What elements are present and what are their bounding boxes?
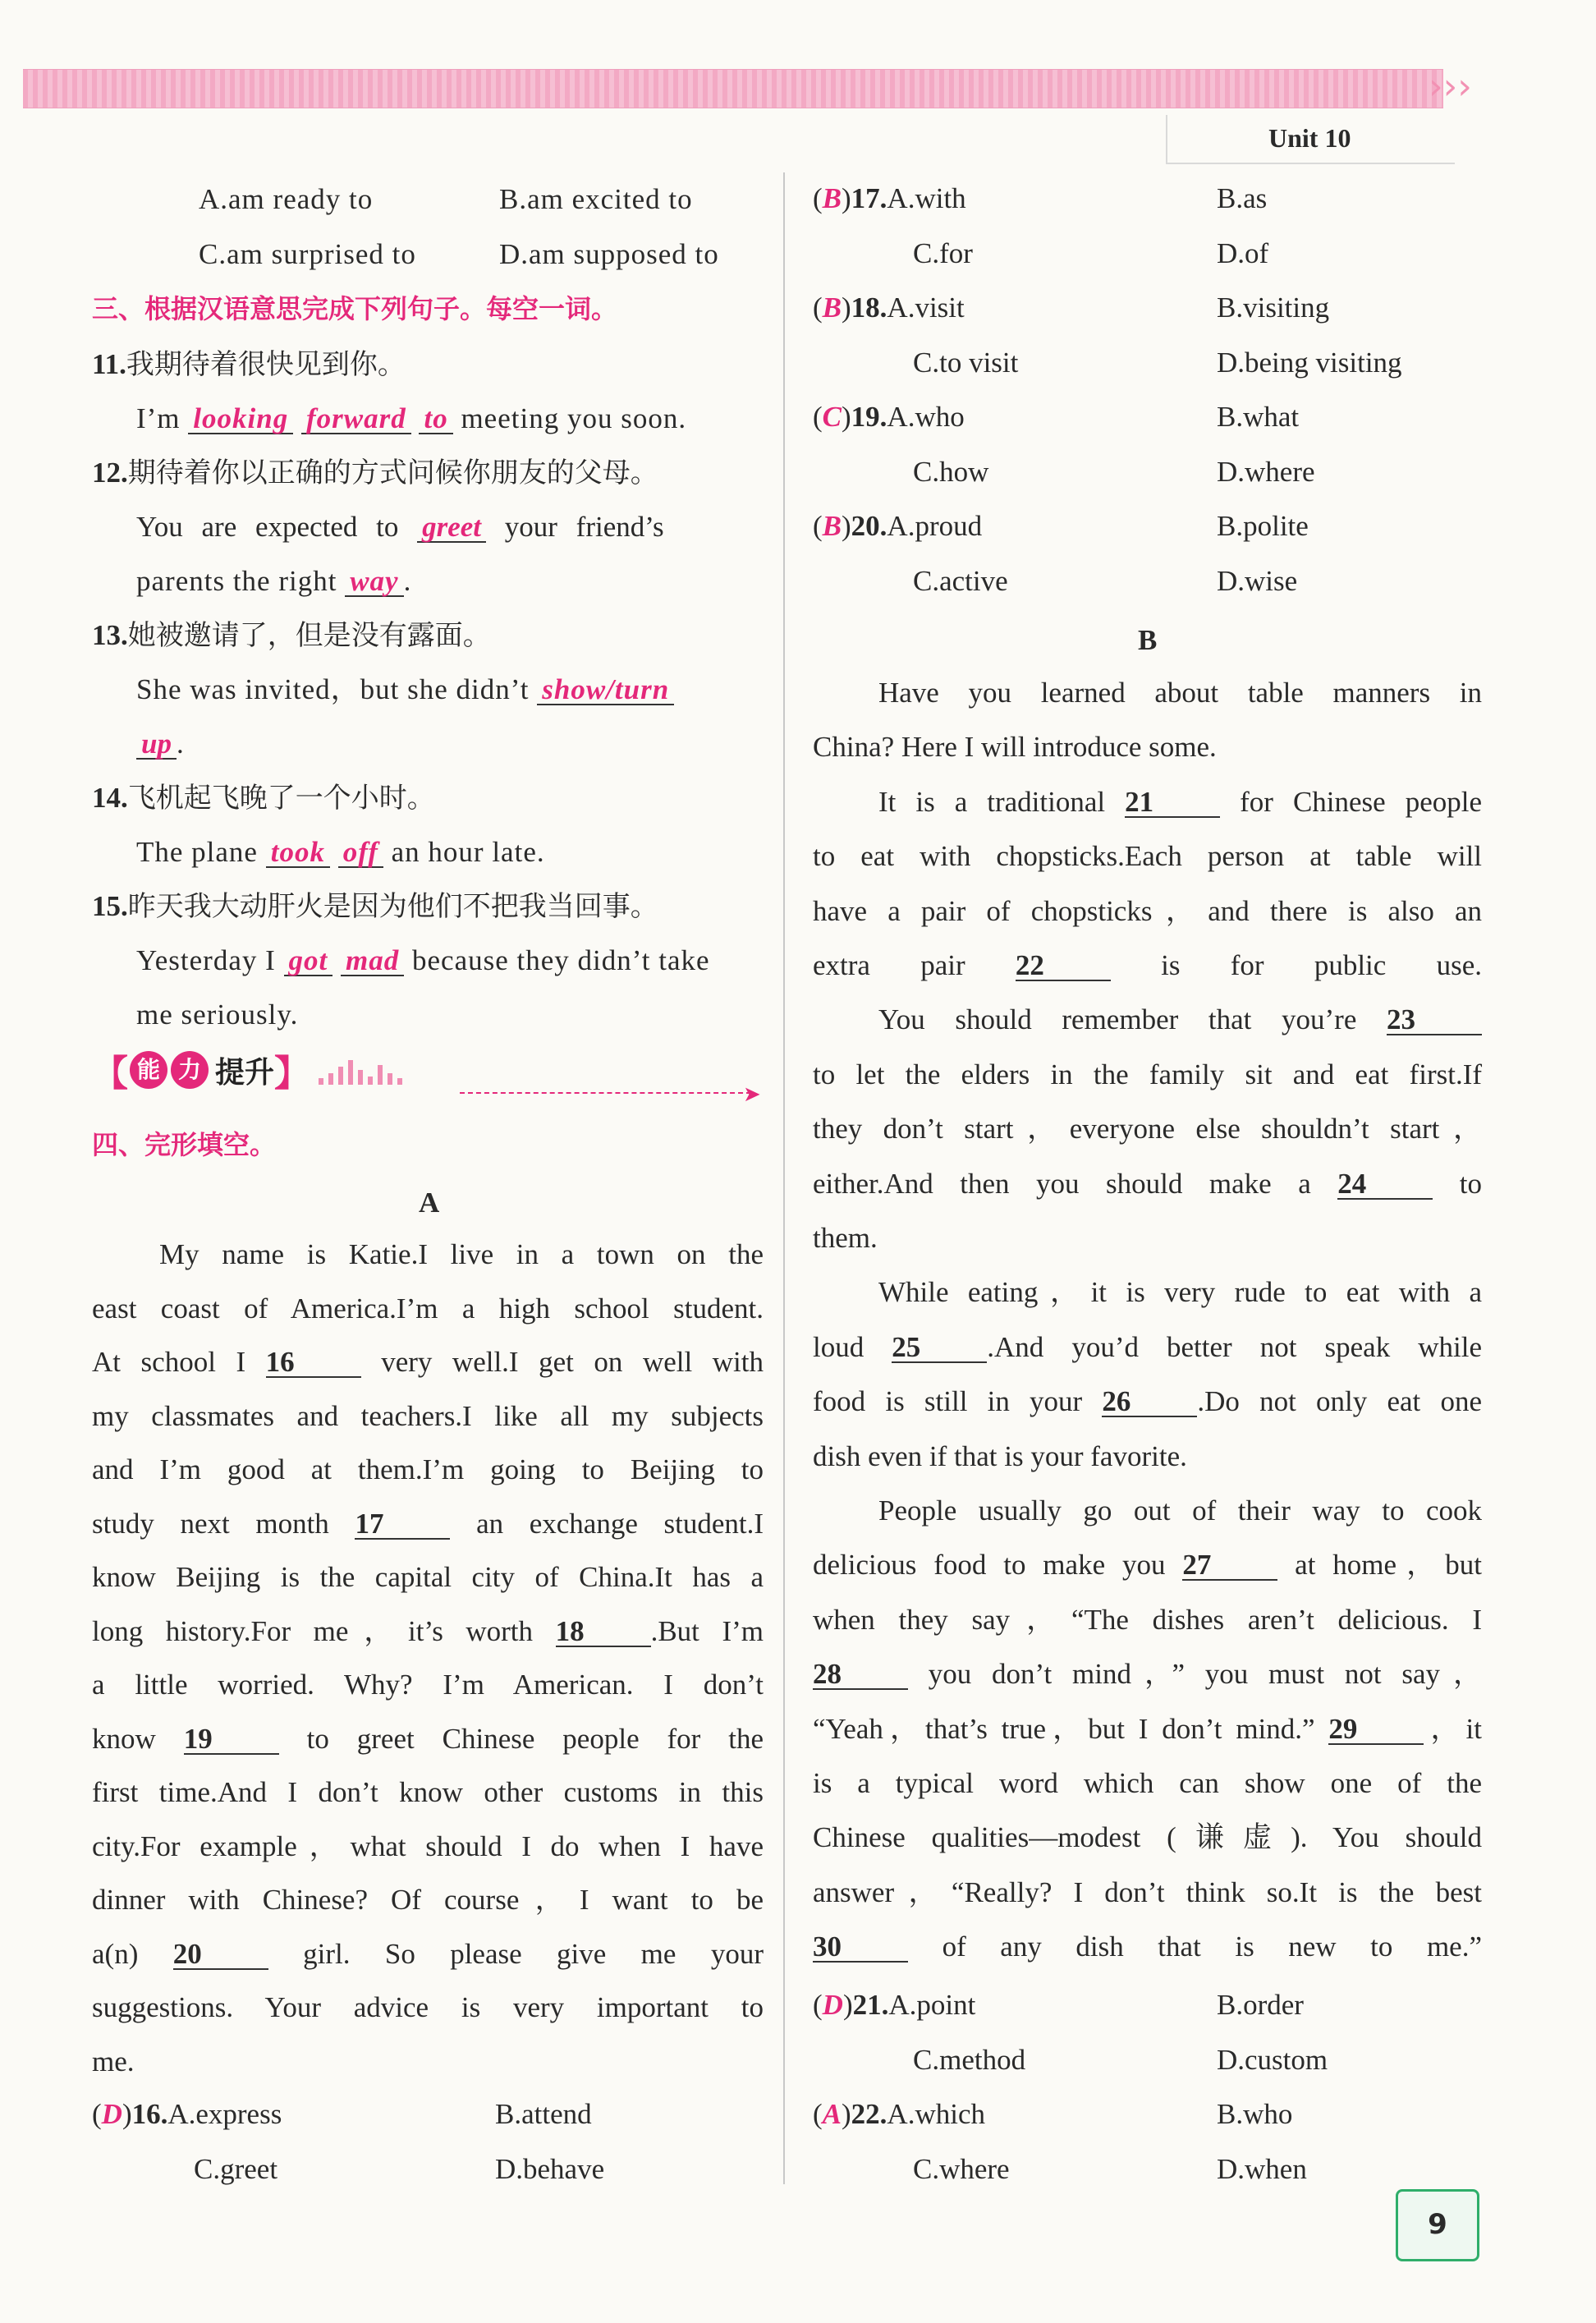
passage-line: People usually go out of their way to cook	[878, 1494, 1482, 1526]
option-a: A.visit	[887, 292, 965, 324]
option-b: B.as	[1217, 182, 1268, 214]
question-b-row: (A)22.A.which	[813, 2098, 985, 2130]
passage-line: my classmates and teachers.I like all my subjects	[92, 1399, 764, 1432]
q11-english: I’m looking forward to meeting you soon.	[136, 402, 687, 434]
q10-option-d: D.am supposed to	[499, 238, 719, 270]
q10-option-b: B.am excited to	[499, 183, 693, 215]
question-number: 19.	[851, 401, 887, 433]
blank-number: 22	[1016, 951, 1111, 981]
passage-line: is a typical word which can show one of the	[813, 1767, 1482, 1799]
passage-line: delicious food to make you 27 at home，but	[813, 1549, 1482, 1582]
q13-answer-1: show/turn	[537, 675, 674, 705]
passage-line: know Beijing is the capital city of China.It has a	[92, 1561, 764, 1593]
q11-answer-2: forward	[301, 404, 411, 434]
banner-char-2: 力	[171, 1051, 209, 1089]
blank-number: 28	[813, 1660, 908, 1690]
passage-line: Chinese qualities—modest (谦虚). You should	[813, 1821, 1482, 1854]
option-d: D.where	[1217, 455, 1315, 488]
option-b: B.what	[1217, 401, 1300, 433]
option-c: C.where	[913, 2152, 1010, 2185]
unit-label: Unit 10	[1268, 123, 1351, 153]
q13-zh: 她被邀请了，但是没有露面。	[127, 619, 491, 652]
q12-english-line2: parents the right way .	[136, 565, 412, 597]
section4-title: 四、完形填空。	[92, 1129, 277, 1160]
q16-option-c: C.greet	[194, 2153, 278, 2185]
passage-line: they don’t start，everyone else shouldn’t start，	[813, 1113, 1482, 1145]
passage-line: 30 of any dish that is new to me.”	[813, 1930, 1482, 1963]
passage-line: While eating，it is very rude to eat with a	[878, 1276, 1482, 1309]
page-number: 9	[1428, 2208, 1447, 2241]
q15-english: Yesterday I got mad because they didn’t take	[136, 944, 710, 976]
q14-english: The plane took off an hour late.	[136, 836, 545, 868]
passage-a-title: A	[419, 1187, 440, 1219]
passage-line: My name is Katie.I live in a town on the	[159, 1238, 764, 1270]
q11-chinese	[92, 350, 406, 379]
answer-letter: C	[822, 401, 842, 433]
passage-line: food is still in your 26 .Do not only eat one	[813, 1385, 1482, 1418]
passage-line: study next month 17 an exchange student.I	[92, 1507, 764, 1540]
answer-letter: D	[822, 1989, 843, 2021]
page-number-box	[1396, 2189, 1479, 2261]
answer-letter: A	[822, 2098, 842, 2130]
question-number: 18.	[851, 292, 887, 324]
q11-zh: 我期待着很快见到你。	[126, 348, 406, 381]
header-decor-bar	[23, 69, 1443, 108]
bars-icon	[319, 1055, 407, 1085]
q15-chinese	[92, 890, 658, 923]
q16-row: (D)16.A.express	[92, 2098, 282, 2130]
q15-answer-1: got	[284, 946, 333, 976]
q15-english-line2: me seriously.	[136, 999, 299, 1031]
question-row: (B)20.A.proud	[813, 510, 983, 542]
q10-option-c: C.am surprised to	[199, 238, 416, 270]
blank-number: 16	[266, 1347, 361, 1378]
passage-b-title: B	[1138, 624, 1158, 656]
question-number: 20.	[851, 510, 887, 542]
q14-chinese	[92, 782, 435, 815]
blank-number: 27	[1182, 1550, 1277, 1581]
blank-number: 17	[355, 1509, 450, 1540]
q12-english: You are expected to greet your friend’s	[136, 511, 664, 543]
q14-answer-2: off	[338, 838, 383, 868]
q11-answer-1: looking	[188, 404, 293, 434]
blank-number: 30	[813, 1932, 908, 1963]
passage-line: a little worried. Why? I’m American. I don’t	[92, 1669, 764, 1701]
answer-letter: B	[822, 292, 842, 324]
option-b: B.visiting	[1217, 292, 1330, 324]
option-c: C.for	[913, 236, 973, 269]
q12-zh: 期待着你以正确的方式问候你朋友的父母。	[127, 457, 658, 489]
passage-line: answer，“Really? I don’t think so.It is the best	[813, 1875, 1482, 1908]
q16-option-d: D.behave	[495, 2153, 605, 2185]
q15-number: 15.	[92, 890, 128, 922]
passage-line: know 19 to greet Chinese people for the	[92, 1722, 764, 1755]
passage-line: It is a traditional 21 for Chinese people	[878, 785, 1482, 818]
blank-number: 25	[892, 1333, 987, 1363]
q12-chinese	[92, 458, 658, 487]
bracket-right-icon: 】	[274, 1053, 311, 1095]
q10-option-a: A.am ready to	[199, 183, 374, 215]
blank-number: 18	[556, 1617, 651, 1647]
passage-line: suggestions. Your advice is very important to	[92, 1991, 764, 2023]
q14-zh: 飞机起飞晚了一个小时。	[127, 782, 435, 815]
blank-number: 29	[1328, 1715, 1424, 1745]
option-c: C.method	[913, 2043, 1026, 2076]
q13-chinese	[92, 621, 491, 650]
blank-number: 23	[1387, 1005, 1482, 1035]
passage-line: city.For example，what should I do when I have	[92, 1829, 764, 1862]
option-a: A.point	[888, 1989, 976, 2021]
column-divider	[783, 172, 785, 2184]
option-a: A.who	[887, 401, 965, 433]
arrow-right-icon: ➤	[743, 1082, 761, 1107]
q16-answer: D	[101, 2098, 122, 2130]
passage-line: first time.And I don’t know other customs in this	[92, 1776, 764, 1808]
passage-line: 28 you don’t mind，” you must not say，	[813, 1658, 1482, 1691]
option-b: B.who	[1217, 2098, 1293, 2130]
q12-answer-2: way	[345, 567, 403, 597]
q16-option-b: B.attend	[495, 2098, 592, 2130]
option-b: B.order	[1217, 1989, 1304, 2021]
passage-line: to let the elders in the family sit and eat first.If	[813, 1058, 1482, 1090]
q11-number: 11.	[92, 348, 126, 380]
chevron-right-icon: ›››	[1429, 66, 1472, 108]
option-a: A.which	[887, 2098, 985, 2130]
q14-number: 14.	[92, 782, 128, 814]
q15-answer-2: mad	[341, 946, 404, 976]
question-number: 21.	[852, 1989, 889, 2021]
q15-zh: 昨天我大动肝火是因为他们不把我当回事。	[127, 890, 658, 923]
bracket-left-icon: 【	[92, 1053, 128, 1095]
passage-line: loud 25 .And you’d better not speak while	[813, 1330, 1482, 1363]
answer-letter: B	[822, 510, 842, 542]
question-row: (C)19.A.who	[813, 401, 965, 433]
option-c: C.how	[913, 455, 989, 488]
passage-line: Have you learned about table manners in	[878, 677, 1482, 709]
question-b-row: (D)21.A.point	[813, 1989, 976, 2021]
passage-line: China? Here I will introduce some.	[813, 731, 1217, 764]
q14-answer-1: took	[266, 838, 330, 868]
q13-english: She was invited，but she didn’t show/turn	[136, 675, 674, 705]
passage-line: either.And then you should make a 24 to	[813, 1167, 1482, 1200]
option-a: A.with	[887, 182, 966, 214]
passage-line: long history.For me，it’s worth 18 .But I’m	[92, 1614, 764, 1647]
option-c: C.active	[913, 564, 1008, 597]
question-number: 22.	[851, 2098, 887, 2130]
option-d: D.being visiting	[1217, 346, 1402, 379]
option-c: C.to visit	[913, 346, 1019, 379]
q13-answer-2: up	[136, 729, 177, 760]
q11-answer-3: to	[419, 404, 452, 434]
passage-line: You should remember that you’re 23	[878, 1005, 1482, 1035]
passage-line: to eat with chopsticks.Each person at table will	[813, 840, 1482, 873]
q12-number: 12.	[92, 457, 128, 489]
q16-option-a: A.express	[167, 2098, 282, 2130]
option-d: D.wise	[1217, 564, 1298, 597]
blank-number: 21	[1125, 787, 1220, 818]
banner-text: 提升	[215, 1055, 275, 1090]
blank-number: 24	[1337, 1169, 1433, 1200]
passage-line: when they say，“The dishes aren’t delicious. I	[813, 1603, 1482, 1636]
passage-line: have a pair of chopsticks，and there is also an	[813, 894, 1482, 927]
question-row: (B)17.A.with	[813, 182, 966, 214]
blank-number: 19	[184, 1724, 279, 1755]
blank-number: 26	[1102, 1387, 1197, 1417]
option-d: D.of	[1217, 236, 1269, 269]
option-b: B.polite	[1217, 510, 1309, 542]
blank-number: 20	[173, 1940, 268, 1970]
passage-line: dish even if that is your favorite.	[813, 1439, 1187, 1472]
passage-line: a(n) 20 girl. So please give me your	[92, 1937, 764, 1970]
q16-number: 16.	[131, 2098, 168, 2130]
banner-dashed-line	[460, 1092, 751, 1094]
passage-line: dinner with Chinese? Of course，I want to be	[92, 1884, 764, 1916]
option-d: D.custom	[1217, 2043, 1328, 2076]
passage-line: and I’m good at them.I’m going to Beijing to	[92, 1453, 764, 1485]
option-d: D.when	[1217, 2152, 1307, 2185]
passage-line: them.	[813, 1222, 878, 1254]
question-row: (B)18.A.visit	[813, 292, 965, 324]
passage-line: At school I 16 very well.I get on well with	[92, 1346, 764, 1378]
passage-line: “Yeah，that’s true，but I don’t mind.” 29 ，it	[813, 1712, 1483, 1745]
section3-title: 三、根据汉语意思完成下列句子。每空一词。	[92, 293, 618, 324]
passage-line: extra pair 22 is for public use.	[813, 949, 1482, 981]
q12-answer-1: greet	[417, 512, 486, 543]
question-number: 17.	[851, 182, 887, 214]
passage-line: me.	[92, 2045, 135, 2077]
ability-banner	[92, 1046, 407, 1094]
q13-number: 13.	[92, 619, 128, 651]
option-a: A.proud	[887, 510, 983, 542]
passage-line: east coast of America.I’m a high school student.	[92, 1292, 764, 1324]
answer-letter: B	[822, 182, 842, 214]
q13-english-line2: up .	[136, 729, 184, 760]
banner-char-1: 能	[130, 1051, 167, 1089]
